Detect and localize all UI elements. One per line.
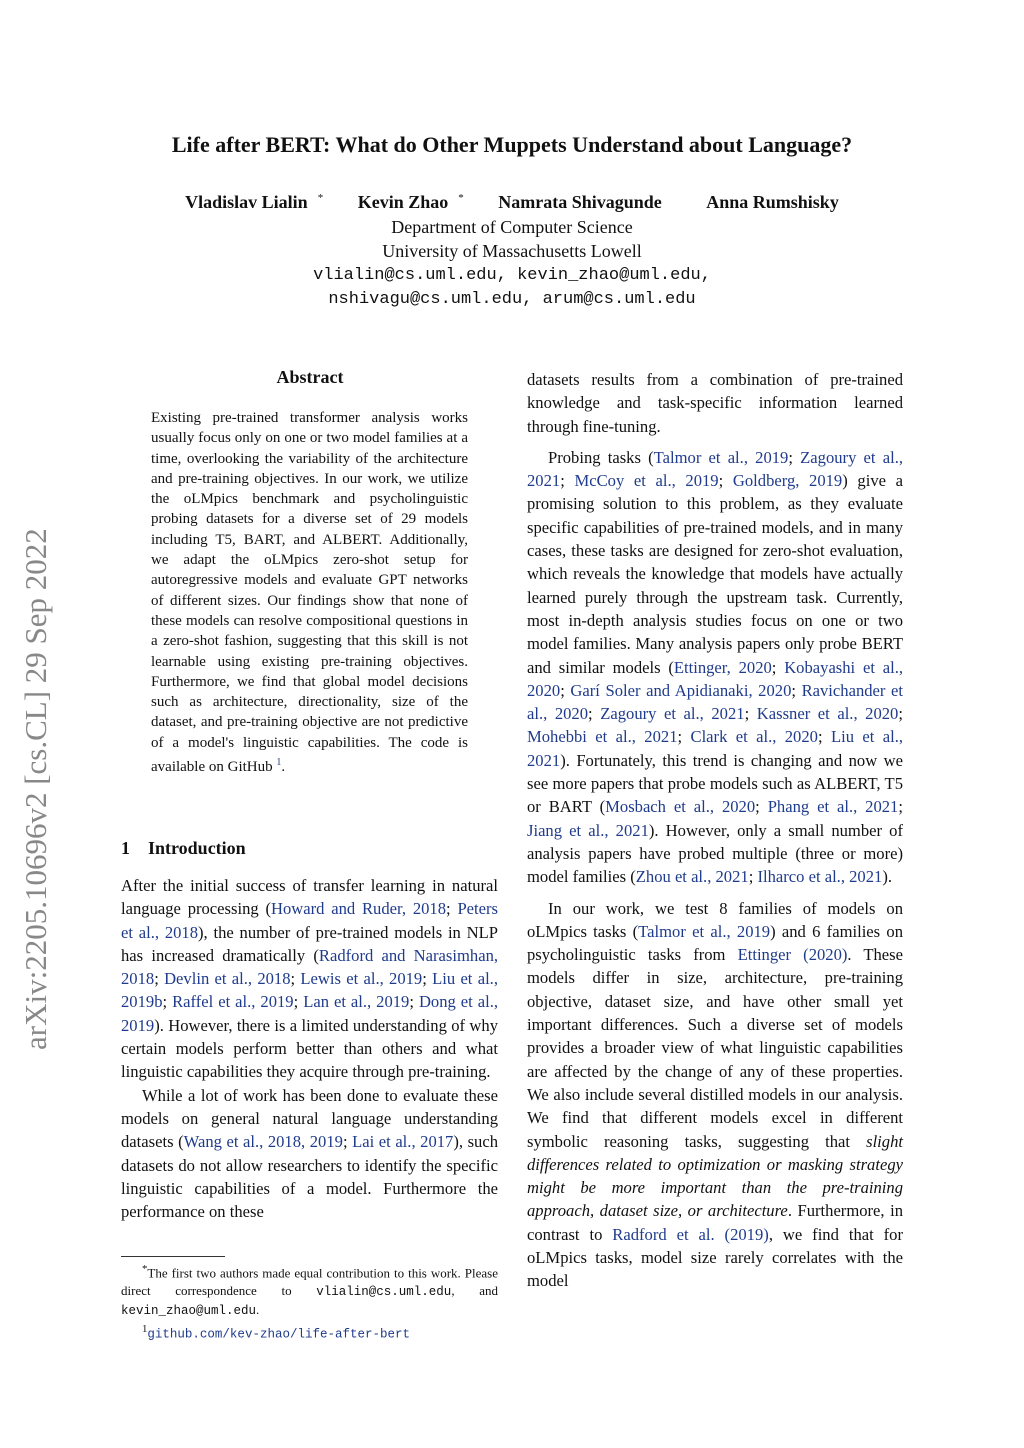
- intro-paragraph-1: [121, 874, 498, 1084]
- right-paragraph-2: [527, 446, 903, 889]
- department: Department of Computer Science: [391, 217, 633, 237]
- text-run: After the initial success of transfer learning in natural language processing (: [121, 876, 498, 919]
- citation-link[interactable]: Talmor et al., 2019: [638, 921, 771, 941]
- text-run: ;: [154, 969, 165, 989]
- author-1: Vladislav Lialin *: [185, 192, 324, 212]
- citation-link[interactable]: Radford et al. (2019): [612, 1224, 769, 1244]
- text-run: datasets results from a combination of pre-trained knowledge and task-specific information learned through fine-tuning.: [527, 370, 903, 436]
- text-run: ;: [293, 992, 304, 1012]
- text-run: ;: [748, 867, 758, 887]
- footnote-github: $^1$github.com/kev-zhao/life-after-bert: [142, 1322, 410, 1342]
- text-run: ). However, only a small number of analysis papers have probed multiple (three or more) model families (: [527, 820, 903, 887]
- text-run: ;: [791, 680, 802, 700]
- citation-link[interactable]: Talmor et al., 2019: [653, 447, 789, 467]
- citation-link[interactable]: Ravichander et al., 2020: [527, 680, 903, 724]
- text-run: In our work, we test 8 families of models on oLMpics tasks (: [527, 898, 903, 941]
- text-run: ).: [882, 867, 893, 887]
- github-link[interactable]: github.com/kev-zhao/life-after-bert: [147, 1327, 410, 1342]
- text-run: slight differences related to optimization or masking strategy might be more important than the pre-training approach, dataset size, or architecture: [527, 1131, 903, 1221]
- text-run: ;: [898, 704, 903, 724]
- footnote-rule: [121, 1256, 225, 1257]
- citation-link[interactable]: Ilharco et al., 2021: [757, 867, 883, 887]
- text-run: ), such datasets do not allow researchers to identify the specific linguistic capabilities of a model. Furthermore the performance on these: [121, 1132, 498, 1222]
- footnote-equal-contribution: *The first two authors made equal contribution to this work. Please direct correspondence to vlialin@cs.uml.edu, and kevin_zhao@uml.edu.: [121, 1263, 498, 1319]
- citation-link[interactable]: Zhou et al., 2021: [635, 867, 749, 887]
- citation-link[interactable]: McCoy et al., 2019: [574, 471, 719, 491]
- citation-link[interactable]: Wang et al., 2018, 2019: [183, 1132, 343, 1152]
- citation-link[interactable]: Kassner et al., 2020: [756, 704, 899, 724]
- intro-paragraph-2: [121, 1084, 498, 1224]
- footnote-email-2[interactable]: kevin_zhao@uml.edu: [121, 1304, 257, 1319]
- citation-link[interactable]: Dong et al., 2019: [121, 992, 499, 1035]
- text-run: ) and 6 families on psycholinguistic tasks from: [527, 921, 903, 965]
- text-run: , we find that for oLMpics tasks, model size rarely correlates with the model: [527, 1224, 903, 1291]
- text-run: ;: [560, 680, 571, 700]
- text-run: ). Fortunately, this trend is changing and now we see more papers that probe models such as ALBERT, T5 or BART (: [527, 750, 903, 817]
- citation-link[interactable]: Peters et al., 2018: [121, 899, 498, 942]
- author-2: Kevin Zhao *: [357, 192, 464, 212]
- citation-link[interactable]: Lan et al., 2019: [303, 992, 410, 1012]
- text-run: ), the number of pre-trained models in NLP has increased dramatically (: [121, 922, 498, 965]
- author-emails-line-1: vlialin@cs.uml.edu, kevin_zhao@uml.edu,: [313, 266, 711, 285]
- citation-link[interactable]: Lai et al., 2017: [352, 1132, 454, 1152]
- text-run: ;: [817, 727, 831, 747]
- citation-link[interactable]: Devlin et al., 2018: [164, 969, 291, 989]
- text-run: ;: [162, 992, 173, 1012]
- text-run: ;: [744, 704, 757, 724]
- citation-link[interactable]: Garí Soler and Apidianaki, 2020: [570, 680, 792, 700]
- text-run: ;: [718, 471, 733, 491]
- text-run: ;: [755, 797, 768, 817]
- footnotes: [121, 1261, 498, 1344]
- footnote-email-1[interactable]: vlialin@cs.uml.edu: [316, 1284, 452, 1299]
- author-3: Namrata Shivagunde: [498, 192, 662, 212]
- text-run: ;: [560, 471, 575, 491]
- author-emails-line-2: nshivagu@cs.uml.edu, arum@cs.uml.edu: [328, 290, 696, 309]
- paper-title: Life after BERT: What do Other Muppets Understand about Language?: [171, 132, 853, 157]
- text-run: ;: [677, 727, 691, 747]
- left-column-text: [121, 874, 498, 1223]
- university: University of Massachusetts Lowell: [382, 241, 642, 261]
- citation-link[interactable]: Jiang et al., 2021: [527, 820, 649, 840]
- text-run: ;: [446, 899, 458, 919]
- author-4: Anna Rumshisky: [706, 192, 839, 212]
- citation-link[interactable]: Lewis et al., 2019: [300, 969, 423, 989]
- section-heading-introduction: 1 Introduction: [121, 838, 246, 858]
- citation-link[interactable]: Zagoury et al., 2021: [527, 447, 903, 491]
- citation-link[interactable]: Kobayashi et al., 2020: [527, 657, 903, 700]
- text-run: ;: [788, 447, 801, 467]
- right-paragraph-1: [527, 368, 903, 438]
- citation-link[interactable]: Howard and Ruder, 2018: [270, 899, 447, 919]
- text-run: . Furthermore, in contrast to: [527, 1201, 903, 1244]
- abstract-body: Existing pre-trained transformer analysis works usually focus only on one or two model families at a time, overlooking the variability of the architecture and pre-training objectives. In our work, we utilize the oLMpics benchmark and psycholinguistic probing datasets for a diverse set of 29 models including T5, BART, and ALBERT. Additionally, we adapt the oLMpics zero-shot setup for autoregressive models and evaluate GPT networks of different sizes. Our findings show that none of these models can resolve compositional questions in a zero-shot fashion, suggesting that this skill is not learnable using existing pre-training objectives. Furthermore, we find that global model decisions such as architecture, directionality, size of the dataset, and pre-training objective are not predictive of a model's linguistic capabilities. The code is available on GitHub $^1$.: [151, 410, 468, 776]
- citation-link[interactable]: Mosbach et al., 2020: [605, 797, 756, 817]
- text-run: ;: [588, 704, 601, 724]
- author-list: [0, 192, 1024, 213]
- text-run: ;: [898, 797, 903, 817]
- text-run: ) give a promising solution to this problem, as they evaluate specific capabilities of pre-trained models, and in many cases, these tasks are designed for zero-shot evaluation, which reveals the knowledge that models have actually learned purely through the upstream task. Currently, most in-depth analysis studies focus on one or two model families. Many analysis papers only probe BERT and similar models (: [527, 471, 903, 677]
- text-run: ;: [409, 992, 419, 1012]
- text-run: ;: [771, 657, 785, 677]
- text-run: . These models differ in size, architecture, pre-training objective, dataset size, and have other small yet important differences. Such a diverse set of models provides a broader view of what linguistic capabilities are affected by the change of any of these properties. We also include several distilled models in our analysis. We find that different models excel in different symbolic reasoning tasks, suggesting that: [527, 945, 903, 1151]
- footnote-ref-1[interactable]: 1: [276, 757, 282, 769]
- text-run: ;: [422, 969, 433, 989]
- text-run: ). However, there is a limited understanding of why certain models perform better than others and what linguistic capabilities they acquire through pre-training.: [121, 1015, 498, 1082]
- right-paragraph-3: [527, 897, 903, 1293]
- text-run: ;: [290, 969, 301, 989]
- citation-link[interactable]: Zagoury et al., 2021: [600, 704, 745, 724]
- citation-link[interactable]: Goldberg, 2019: [732, 471, 843, 491]
- citation-link[interactable]: Raffel et al., 2019: [172, 992, 294, 1012]
- abstract-heading: Abstract: [276, 367, 344, 387]
- arxiv-stamp: arXiv:2205.10696v2 [cs.CL] 29 Sep 2022: [18, 528, 53, 1050]
- text-run: Probing tasks (: [548, 447, 654, 467]
- citation-link[interactable]: Phang et al., 2021: [767, 797, 899, 817]
- citation-link[interactable]: Liu et al., 2021: [527, 727, 904, 770]
- citation-link[interactable]: Clark et al., 2020: [690, 727, 818, 747]
- citation-link[interactable]: Ettinger, 2020: [673, 657, 772, 677]
- citation-link[interactable]: Liu et al., 2019b: [121, 969, 498, 1012]
- text-run: While a lot of work has been done to evaluate these models on general natural language understanding datasets (: [121, 1085, 498, 1152]
- citation-link[interactable]: Radford and Narasimhan, 2018: [121, 945, 499, 989]
- right-column-text: [527, 368, 903, 1293]
- text-run: ;: [342, 1132, 353, 1152]
- citation-link[interactable]: Mohebbi et al., 2021: [527, 727, 678, 747]
- citation-link[interactable]: Ettinger (2020): [737, 945, 848, 965]
